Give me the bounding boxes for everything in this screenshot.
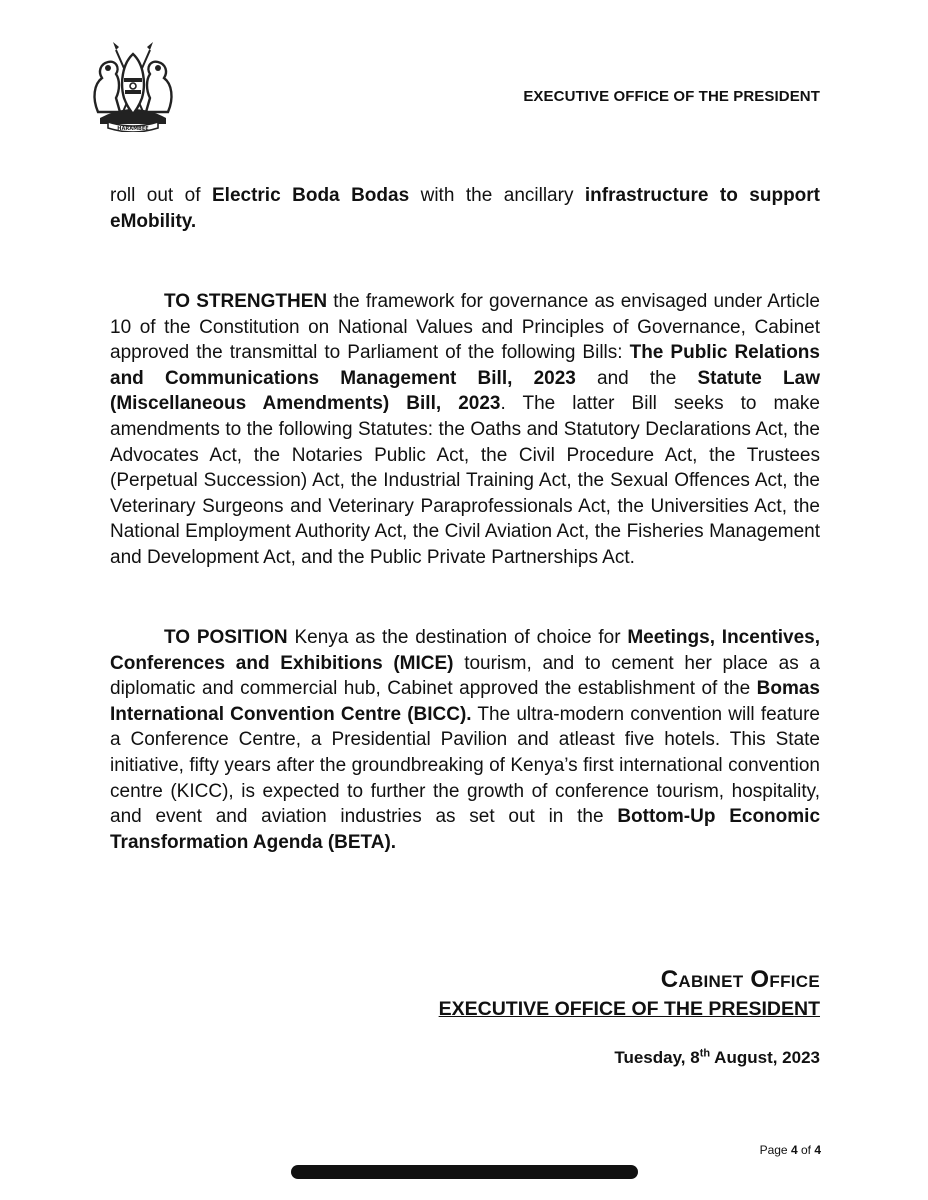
text-run: . The latter Bill seeks to make amendments to the following Statutes: the Oaths and Statutory Declarations Act, the Advocates Act, the Notaries Public Act, the Civil Procedure Act, the Trustees (Perpetual Succession) Act, the Industrial Training Act, the Sexual Offences Act, the Veterinary Surgeons and Veterinary Paraprofessionals Act, the Universities Act, the National Employment Authority Act, the Civil Aviation Act, the Fisheries Management and Development Act, and the Public Private Partnerships Act. (110, 393, 820, 568)
text-run: with the ancillary (409, 185, 585, 206)
bold-run: Statute Law (Miscellaneous Amendments) Bill, 2023 (110, 367, 821, 415)
bold-run: Meetings, Incentives, Conferences and Exhibitions (MICE) (110, 627, 821, 674)
home-indicator-bar[interactable] (291, 1165, 638, 1179)
bold-run: Electric Boda Bodas (212, 185, 410, 206)
header-office-title: EXECUTIVE OFFICE OF THE PRESIDENT (523, 88, 820, 105)
bold-run: infrastructure to support eMobility. (110, 185, 821, 232)
paragraph-position-kenya-mice (110, 625, 820, 855)
bold-run: TO POSITION (164, 627, 288, 648)
date-prefix: Tuesday, 8 (614, 1048, 700, 1067)
page-total: 4 (814, 1143, 821, 1157)
page-current: 4 (790, 1143, 798, 1157)
bold-run: The Public Relations and Communications Management Bill, 2023 (110, 342, 820, 389)
text-run: roll out of (110, 185, 212, 206)
signature-cabinet-office: Cabinet Office (660, 966, 820, 993)
crest-motto: HARAMBEE (117, 126, 149, 132)
bold-run: Bomas International Convention Centre (BICC). (110, 678, 820, 725)
paragraph-strengthen-governance (110, 289, 820, 571)
paragraph-emobility (110, 183, 820, 234)
page-label: Page (759, 1143, 791, 1157)
text-run: tourism, and to cement her place as a diplomatic and commercial hub, Cabinet approved the establishment of the (110, 652, 821, 700)
bold-run: TO STRENGTHEN (164, 291, 328, 312)
page-number (760, 1143, 821, 1157)
text-run: and the (575, 367, 698, 389)
date-suffix: August, 2023 (710, 1048, 820, 1067)
text-run: The ultra-modern convention will feature a Conference Centre, a Presidential Pavilion and atleast five hotels. This State initiative, fifty years after the groundbreaking of Kenya’s first international convention centre (KICC), is expected to further the growth of conference tourism, hospitality, and event and aviation industries as set out in the (110, 703, 820, 828)
text-run: the framework for governance as envisaged under Article 10 of the Constitution on National Values and Principles of Governance, Cabinet approved the transmittal to Parliament of the following Bills: (110, 291, 820, 364)
bold-run: Bottom-Up Economic Transformation Agenda (BETA). (110, 806, 821, 853)
text-run: Kenya as the destination of choice for (287, 627, 628, 648)
page-of: of (797, 1143, 815, 1157)
document-date (614, 1048, 820, 1068)
kenya-coat-of-arms-icon (86, 38, 180, 132)
signature-executive-office: EXECUTIVE OFFICE OF THE PRESIDENT (438, 998, 820, 1020)
date-ordinal: th (699, 1047, 711, 1060)
